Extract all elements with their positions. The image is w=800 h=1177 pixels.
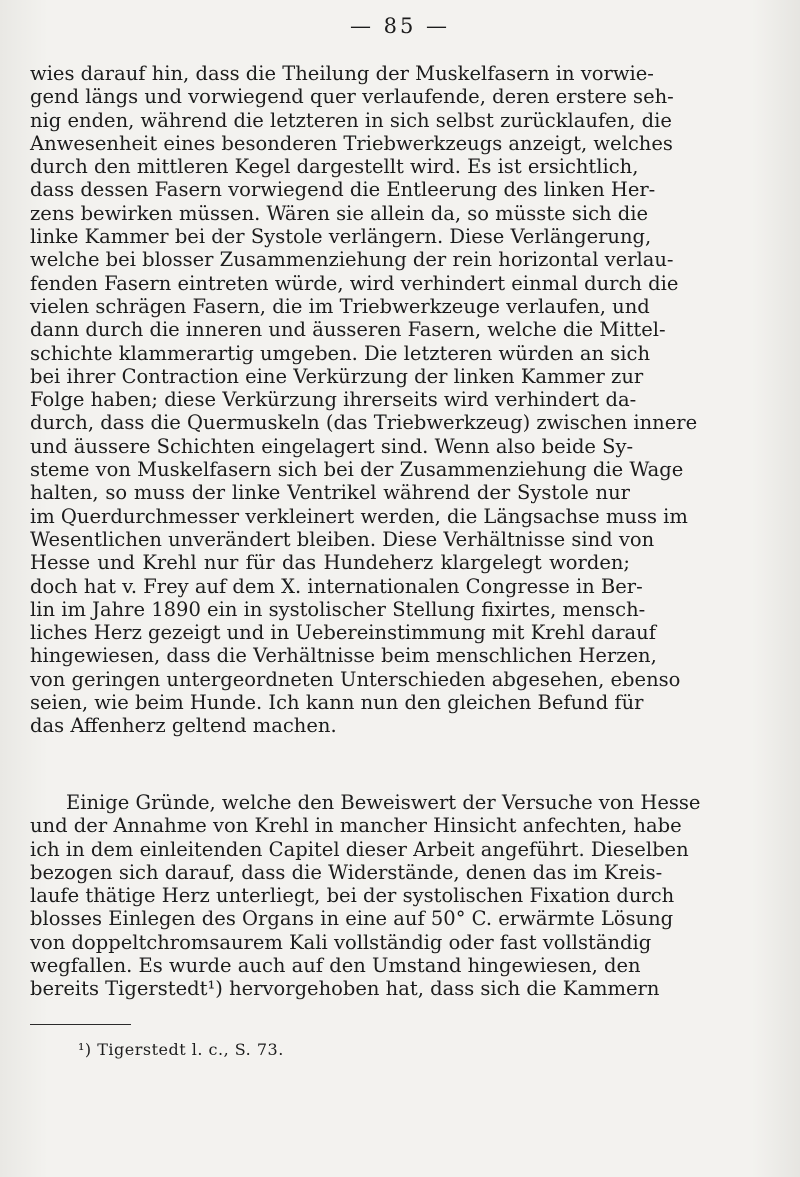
text-line: und äussere Schichten eingelagert sind. Wenn also beide Sy- [30, 434, 634, 458]
text-line: vielen schrägen Fasern, die im Triebwerkzeuge verlaufen, und [30, 294, 650, 318]
text-line: dann durch die inneren und äusseren Fasern, welche die Mittel- [30, 318, 666, 342]
text-line: lin im Jahre 1890 ein in systolischer Stellung fixirtes, mensch- [30, 597, 646, 621]
text-line: von doppeltchromsaurem Kali vollständig oder fast vollständig [30, 930, 652, 954]
text-line: im Querdurchmesser verkleinert werden, die Längsachse muss im [30, 504, 688, 528]
text-line: doch hat v. Frey auf dem X. internationalen Congresse in Ber- [30, 574, 643, 598]
text-line: wies darauf hin, dass die Theilung der Muskelfasern in vorwie- [30, 62, 654, 85]
text-line: welche bei blosser Zusammenziehung der rein horizontal verlau- [30, 248, 674, 272]
footnote-divider [30, 1024, 131, 1025]
text-line: Einige Gründe, welche den Beweiswert der Versuche von Hesse [66, 791, 701, 814]
text-line: von geringen untergeordneten Unterschieden abgesehen, ebenso [30, 667, 681, 691]
text-line: durch, dass die Quermuskeln (das Triebwerkzeug) zwischen innere [30, 411, 698, 435]
text-line: nig enden, während die letzteren in sich selbst zurücklaufen, die [30, 108, 672, 132]
text-line: bereits Tigerstedt¹) hervorgehoben hat, dass sich die Kammern [30, 977, 660, 1001]
text-line: fenden Fasern eintreten würde, wird verhindert einmal durch die [30, 271, 679, 295]
text-line: steme von Muskelfasern sich bei der Zusammenziehung die Wage [30, 458, 684, 482]
footnote: ¹) Tigerstedt l. c., S. 73. [78, 1040, 284, 1059]
text-line: durch den mittleren Kegel dargestellt wird. Es ist ersichtlich, [30, 155, 639, 179]
text-line: hingewiesen, dass die Verhältnisse beim menschlichen Herzen, [30, 644, 657, 668]
text-line: Wesentlichen unverändert bleiben. Diese Verhältnisse sind von [30, 527, 655, 551]
text-line: laufe thätige Herz unterliegt, bei der systolischen Fixation durch [30, 884, 675, 908]
text-line: linke Kammer bei der Systole verlängern. Diese Verlängerung, [30, 225, 652, 249]
paragraph-2 [30, 791, 701, 1001]
text-line: gend längs und vorwiegend quer verlaufende, deren erstere seh- [30, 85, 674, 109]
text-line: liches Herz gezeigt und in Uebereinstimmung mit Krehl darauf [30, 621, 656, 645]
text-line: halten, so muss der linke Ventrikel während der Systole nur [30, 481, 630, 505]
page-number: — 85 — [349, 14, 451, 38]
text-line: bezogen sich darauf, dass die Widerstände, denen das im Kreis- [30, 860, 663, 884]
text-line: dass dessen Fasern vorwiegend die Entleerung des linken Her- [30, 178, 656, 202]
text-line: wegfallen. Es wurde auch auf den Umstand hingewiesen, den [30, 954, 641, 978]
text-line: seien, wie beim Hunde. Ich kann nun den gleichen Befund für [30, 691, 644, 715]
text-line: bei ihrer Contraction eine Verkürzung der linken Kammer zur [30, 364, 644, 388]
text-line: Folge haben; diese Verkürzung ihrerseits wird verhindert da- [30, 388, 637, 412]
text-line: schichte klammerartig umgeben. Die letzteren würden an sich [30, 341, 651, 365]
paragraph-1 [30, 62, 698, 738]
text-line: Anwesenheit eines besonderen Triebwerkzeugs anzeigt, welches [30, 131, 673, 155]
text-line: und der Annahme von Krehl in mancher Hinsicht anfechten, habe [30, 814, 682, 838]
text-line: blosses Einlegen des Organs in eine auf 50° C. erwärmte Lösung [30, 907, 674, 931]
text-line: Hesse und Krehl nur für das Hundeherz klargelegt worden; [30, 551, 630, 575]
text-line: zens bewirken müssen. Wären sie allein da, so müsste sich die [30, 201, 649, 225]
text-line: das Affenherz geltend machen. [30, 714, 337, 738]
text-line: ich in dem einleitenden Capitel dieser Arbeit angeführt. Dieselben [30, 837, 689, 861]
